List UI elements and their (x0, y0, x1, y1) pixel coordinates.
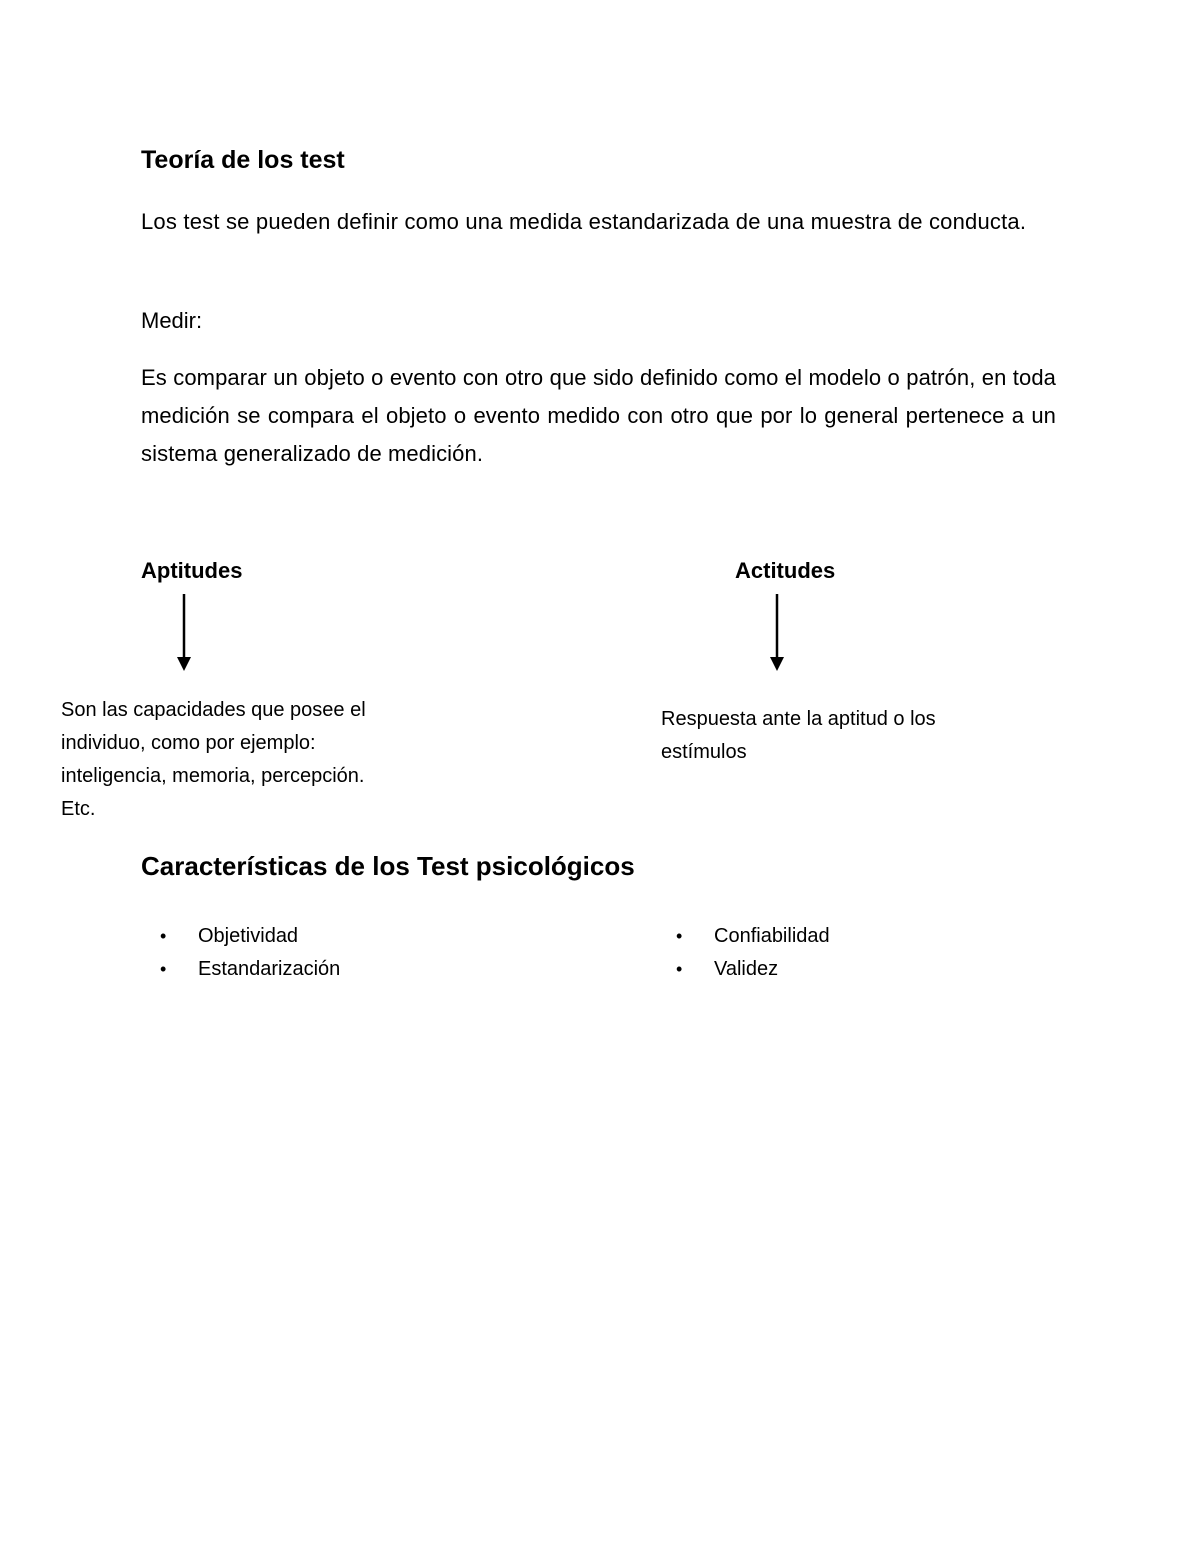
list-item-label: Objetividad (198, 925, 299, 947)
list-item (676, 920, 830, 953)
bullet-icon: • (676, 926, 683, 946)
list-item-label: Validez (714, 958, 779, 980)
aptitudes-description: Son las capacidades que posee el individuo, como por ejemplo: inteligencia, memoria, percepción. Etc. (61, 699, 366, 820)
actitudes-heading: Actitudes (735, 558, 836, 583)
list-item-label: Estandarización (198, 958, 341, 980)
arrow-down-icon (174, 594, 194, 672)
bullet-icon: • (676, 959, 683, 979)
actitudes-description: Respuesta ante la aptitud o los estímulos (661, 708, 936, 763)
document-title: Teoría de los test (141, 146, 345, 174)
bullet-icon: • (160, 926, 167, 946)
list-item (160, 953, 340, 986)
characteristics-list-left (160, 920, 340, 986)
medir-label: Medir: (141, 308, 203, 333)
list-item-label: Confiabilidad (714, 925, 830, 947)
bullet-icon: • (160, 959, 167, 979)
list-item (676, 953, 830, 986)
arrow-down-icon (767, 594, 787, 672)
intro-paragraph: Los test se pueden definir como una medida estandarizada de una muestra de conducta. (141, 209, 1027, 234)
aptitudes-heading: Aptitudes (141, 558, 243, 583)
medir-definition-paragraph: Es comparar un objeto o evento con otro que sido definido como el modelo o patrón, en toda medición se compara el objeto o evento medido con otro que por lo general pertenece a un sistema generalizado de medición. (141, 365, 1056, 466)
characteristics-list-right (676, 920, 830, 986)
characteristics-heading: Características de los Test psicológicos (141, 851, 635, 881)
list-item (160, 920, 340, 953)
